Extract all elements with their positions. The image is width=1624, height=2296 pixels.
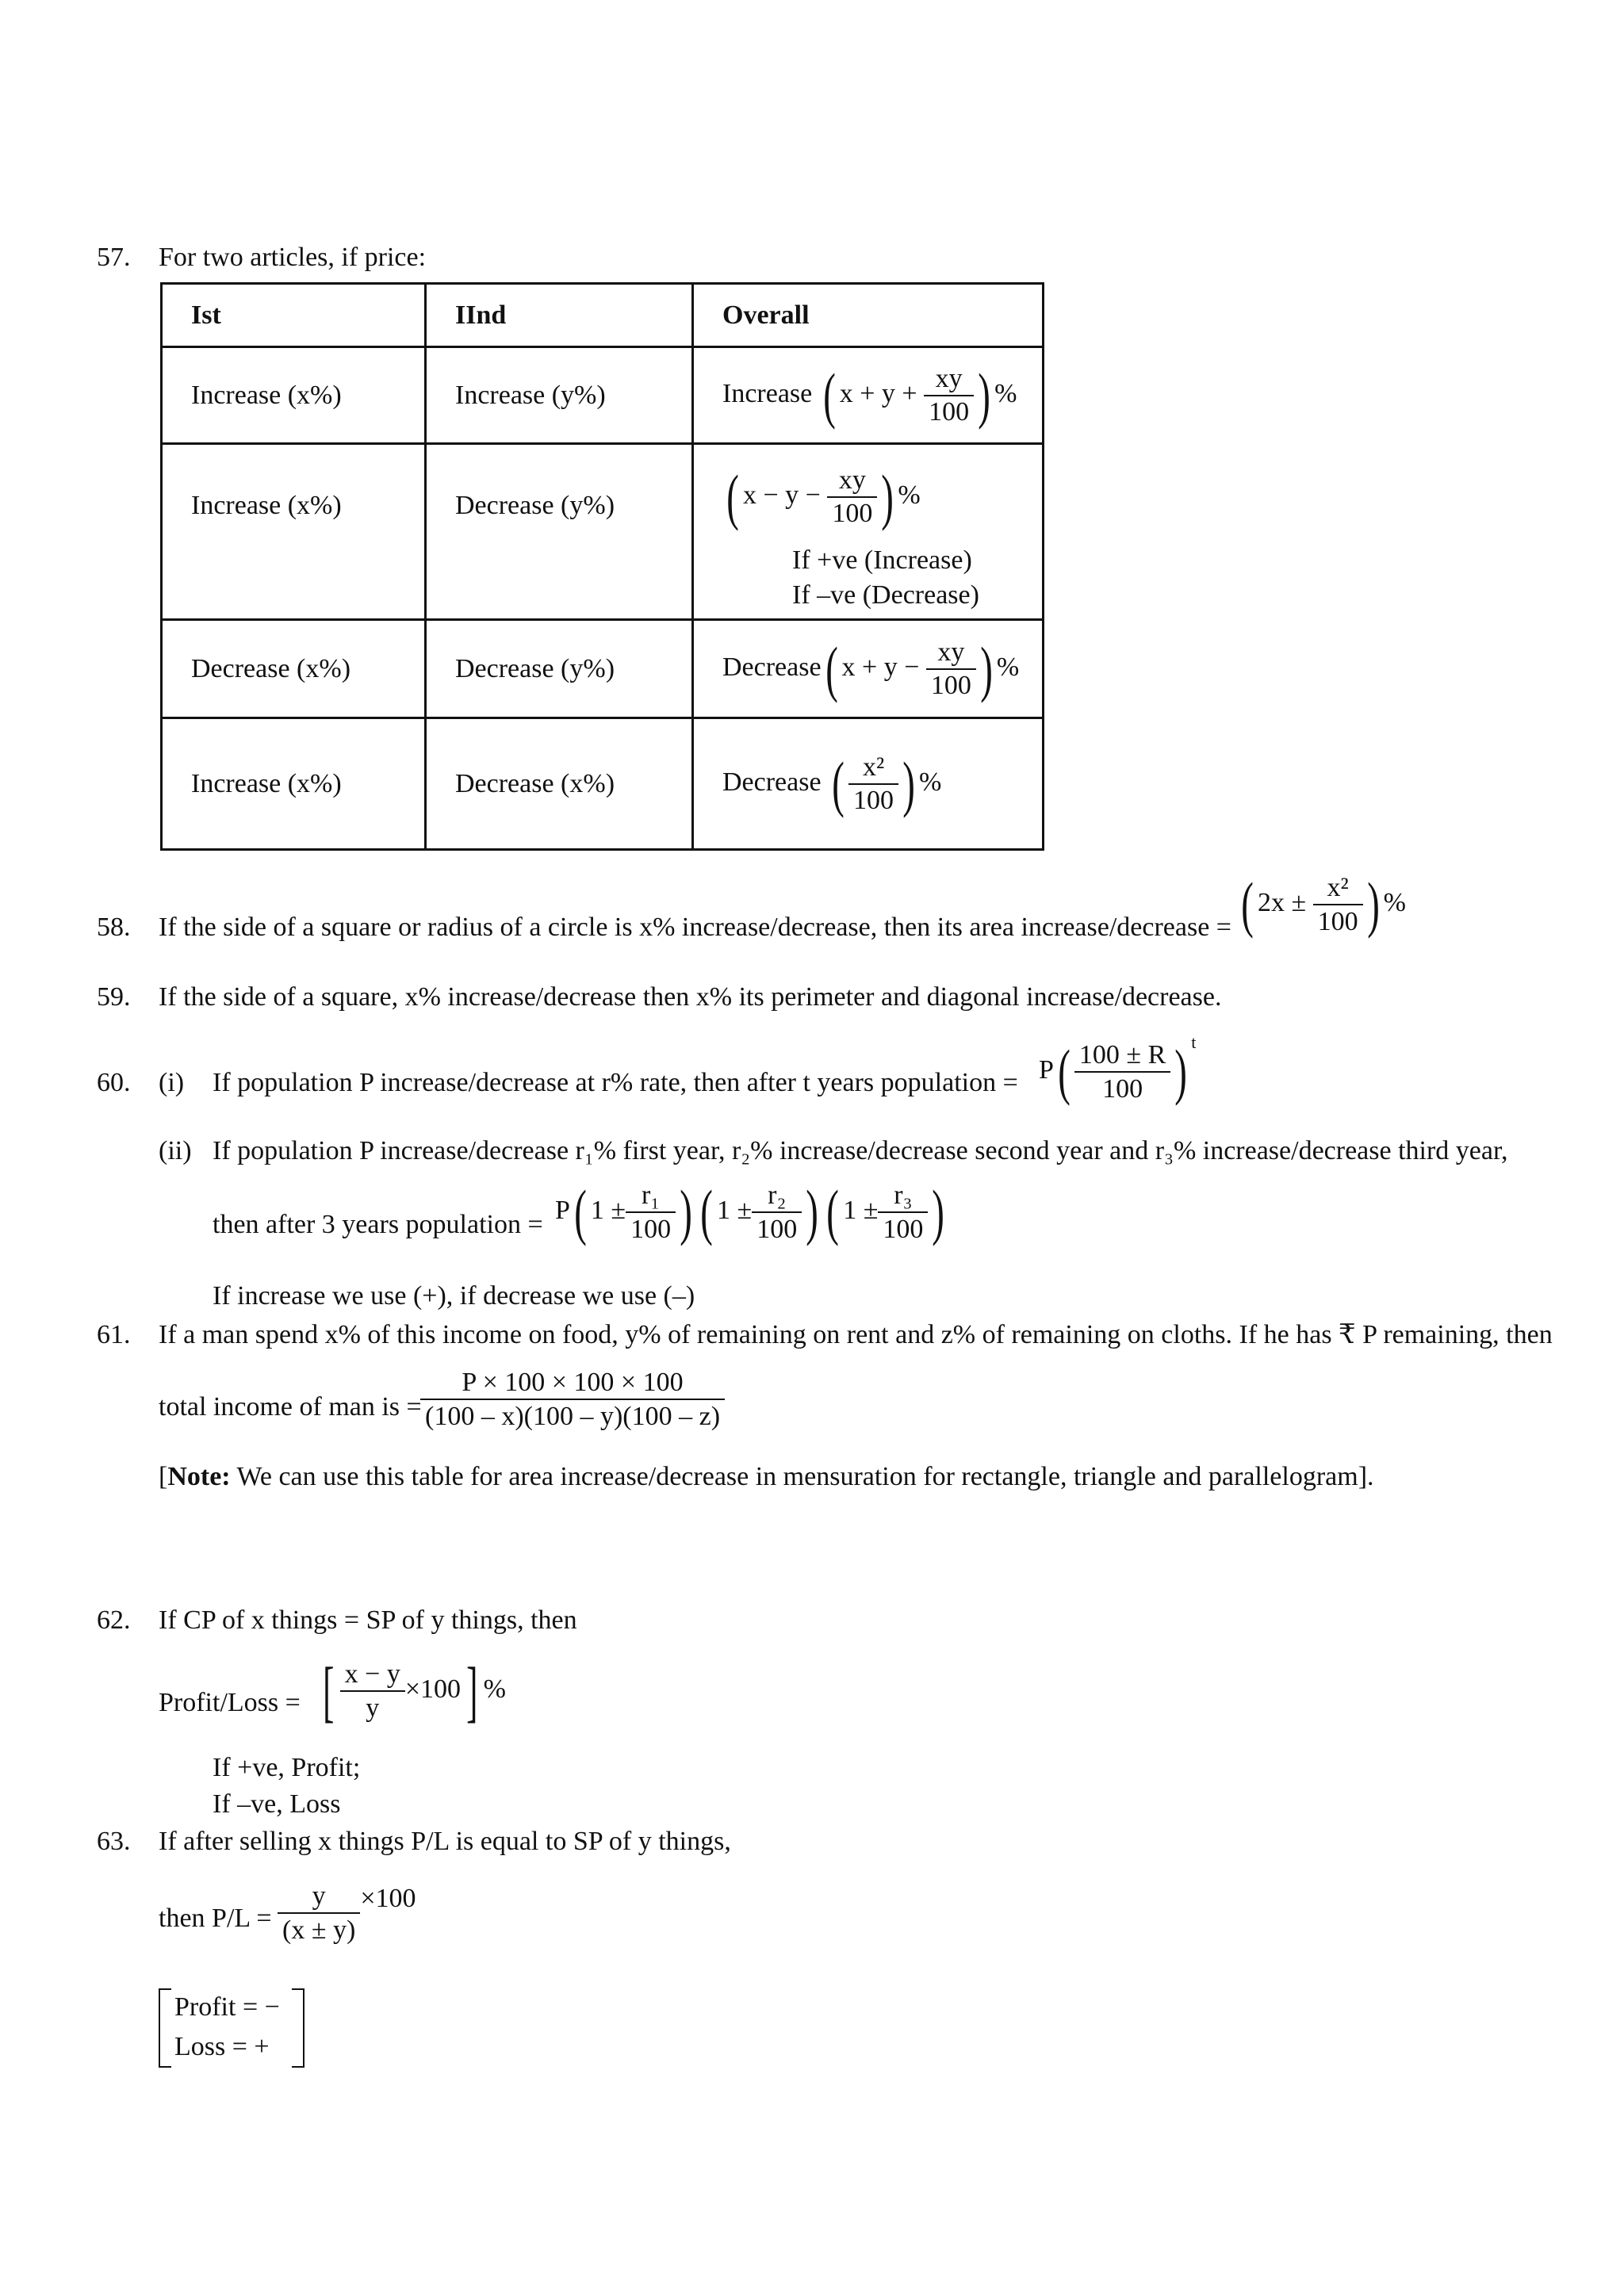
item-60-ii-label: (ii)	[159, 1136, 192, 1165]
percent-sign: %	[1383, 887, 1406, 917]
bracket-right: ]	[466, 1653, 478, 1729]
times-100: ×100	[360, 1883, 416, 1913]
overall-word: Decrease	[722, 767, 822, 797]
bracket-tick	[292, 1988, 303, 1990]
note-positive: If +ve (Increase)	[792, 545, 972, 575]
fraction-numerator: x − y	[340, 1659, 405, 1692]
paren-left: (	[574, 1177, 587, 1247]
cell-second: Decrease (x%)	[426, 718, 693, 850]
fraction	[340, 1659, 405, 1724]
fraction-denominator: (x ± y)	[282, 1915, 356, 1946]
item-62-formula	[317, 1653, 506, 1729]
note-bracket: [	[159, 1462, 168, 1491]
overall-expr: x − y −	[742, 480, 821, 510]
table-row	[162, 718, 1044, 850]
cell-overall	[693, 620, 1044, 718]
fraction-denominator: 100	[930, 670, 971, 700]
item-60-ii-then: then after 3 years population =	[213, 1210, 543, 1239]
fraction-denominator: 100	[832, 499, 873, 528]
percent-sign: %	[996, 652, 1020, 682]
fraction-denominator: 100	[853, 785, 894, 815]
paren-left: (	[1058, 1037, 1071, 1107]
fraction-denominator: y	[366, 1693, 380, 1723]
item-number-61: 61.	[97, 1320, 131, 1349]
paren-left: (	[822, 360, 836, 430]
cell-second: Decrease (y%)	[426, 620, 693, 718]
bracket-tick	[160, 2066, 171, 2068]
fraction	[626, 1180, 676, 1245]
paren-right: )	[881, 462, 894, 531]
paren-left: (	[700, 1177, 713, 1247]
paren-right: )	[932, 1177, 945, 1247]
paren-left: (	[1241, 870, 1254, 939]
item-60-ii-note: If increase we use (+), if decrease we use (–)	[213, 1281, 695, 1311]
paren-right: )	[806, 1177, 819, 1247]
fraction-denominator: 100	[1102, 1074, 1143, 1104]
paren-left: (	[826, 1177, 839, 1247]
cell-first: Decrease (x%)	[162, 620, 426, 718]
item-58-text: If the side of a square or radius of a circle is x% increase/decrease, then its area increase/decrease =	[159, 913, 1231, 942]
population-p: P	[555, 1195, 570, 1225]
overall-word: Decrease	[722, 652, 822, 682]
population-p: P	[1039, 1055, 1054, 1085]
cell-first: Increase (x%)	[162, 718, 426, 850]
cell-first: Increase (x%)	[162, 444, 426, 620]
fraction-numerator: r₁	[626, 1180, 676, 1213]
table-row	[162, 620, 1044, 718]
term-prefix: 1 ±	[590, 1195, 626, 1225]
times-100: ×100	[404, 1674, 462, 1704]
exponent: t	[1191, 1032, 1197, 1052]
item-60-ii-formula	[555, 1177, 948, 1247]
cell-overall	[693, 444, 1044, 620]
item-60-i-text: If population P increase/decrease at r% rate, then after t years population =	[213, 1068, 1018, 1097]
cell-second: Decrease (y%)	[426, 444, 693, 620]
percent-sign: %	[994, 378, 1017, 408]
fraction	[848, 752, 898, 816]
loss-rule: Loss = +	[174, 2032, 270, 2061]
paren-right: )	[980, 633, 993, 703]
fraction-numerator: 100 ± R	[1074, 1039, 1170, 1073]
fraction-numerator: xy	[827, 465, 877, 498]
item-63-formula	[278, 1881, 416, 1946]
cell-overall	[693, 347, 1044, 444]
fraction-numerator: y	[278, 1881, 360, 1914]
item-60-i-label: (i)	[159, 1068, 185, 1097]
item-62-note-loss: If –ve, Loss	[213, 1789, 341, 1819]
paren-left: (	[832, 748, 845, 818]
fraction-numerator: xy	[924, 364, 974, 396]
fraction-numerator: x²	[848, 752, 898, 785]
cell-first: Increase (x%)	[162, 347, 426, 444]
bracket-tick	[292, 2066, 303, 2068]
paren-right: )	[902, 748, 915, 818]
bracket-tick	[160, 1988, 171, 1990]
paren-right: )	[680, 1177, 692, 1247]
fraction	[420, 1367, 725, 1432]
item-62-label: Profit/Loss =	[159, 1688, 301, 1717]
fraction-numerator: r₂	[752, 1180, 802, 1213]
table-row	[162, 444, 1044, 620]
note-negative: If –ve (Decrease)	[792, 580, 979, 610]
fraction-denominator: 100	[756, 1215, 798, 1245]
item-61-formula	[420, 1367, 725, 1432]
item-61-note	[159, 1461, 1374, 1492]
term-prefix: 1 ±	[843, 1195, 879, 1225]
fraction-denominator: 100	[883, 1215, 924, 1245]
item-number-59: 59.	[97, 982, 131, 1012]
header-first: Ist	[162, 284, 426, 347]
item-61-text: If a man spend x% of this income on food, y% of remaining on rent and z% of remaining on cloths. If he has ₹ P remaining, then	[159, 1320, 1553, 1349]
fraction-numerator: r₃	[878, 1180, 928, 1213]
fraction-numerator: P × 100 × 100 × 100	[420, 1367, 725, 1400]
paren-right: )	[978, 360, 990, 430]
item-number-58: 58.	[97, 913, 131, 942]
cell-overall	[693, 718, 1044, 850]
cell-second: Increase (y%)	[426, 347, 693, 444]
profit-rule: Profit = −	[174, 1992, 280, 2022]
percent-sign: %	[483, 1674, 506, 1704]
fraction-numerator: x²	[1313, 872, 1363, 905]
note-text: We can use this table for area increase/decrease in mensuration for rectangle, triangle and parallelogram].	[230, 1462, 1374, 1491]
item-number-63: 63.	[97, 1827, 131, 1856]
item-61-label: total income of man is =	[159, 1392, 422, 1422]
sign-note	[722, 543, 1042, 613]
term-prefix: 1 ±	[717, 1195, 753, 1225]
percent-sign: %	[898, 480, 921, 510]
paren-right: )	[1174, 1037, 1188, 1107]
fraction-denominator: (100 – x)(100 – y)(100 – z)	[425, 1402, 721, 1432]
item-59-text: If the side of a square, x% increase/decrease then x% its perimeter and diagonal increase/decrease.	[159, 982, 1222, 1012]
header-overall: Overall	[693, 284, 1044, 347]
note-label: Note:	[167, 1462, 231, 1491]
item-57-intro: For two articles, if price:	[159, 243, 427, 272]
fraction-denominator: 100	[929, 396, 970, 427]
item-number-60: 60.	[97, 1068, 131, 1097]
item-60-ii-text: If population P increase/decrease r₁% first year, r₂% increase/decrease second year and r₃% increase/decrease third year,	[213, 1136, 1508, 1165]
overall-word: Increase	[722, 378, 813, 408]
item-63-text: If after selling x things P/L is equal to SP of y things,	[159, 1827, 731, 1856]
item-62-text: If CP of x things = SP of y things, then	[159, 1605, 577, 1635]
item-58-formula	[1237, 872, 1406, 937]
overall-expr: x + y −	[841, 652, 920, 682]
fraction-numerator: xy	[926, 637, 976, 670]
fraction	[827, 465, 877, 529]
paren-right: )	[1366, 870, 1380, 939]
percent-sign: %	[919, 767, 942, 797]
item-62-note-profit: If +ve, Profit;	[213, 1753, 361, 1782]
table-row	[162, 347, 1044, 444]
fraction-denominator: 100	[630, 1215, 672, 1245]
item-60-i-formula	[1039, 1032, 1197, 1107]
item-number-62: 62.	[97, 1605, 131, 1635]
paren-left: (	[825, 633, 838, 703]
fraction	[1313, 872, 1363, 937]
fraction	[1074, 1039, 1170, 1104]
fraction	[752, 1180, 802, 1245]
fraction-denominator: 100	[1317, 907, 1358, 937]
fraction	[924, 364, 974, 427]
bracket-left: [	[323, 1653, 335, 1729]
item-number-57: 57.	[97, 243, 131, 272]
fraction	[926, 637, 976, 701]
price-change-table	[160, 282, 1044, 851]
formula-expr: 2x ±	[1257, 887, 1307, 917]
sign-rule-box	[159, 1988, 304, 2068]
header-second: IInd	[426, 284, 693, 347]
overall-expr: x + y +	[839, 378, 917, 408]
fraction	[278, 1881, 360, 1946]
fraction	[878, 1180, 928, 1245]
item-63-label: then P/L =	[159, 1904, 272, 1933]
paren-left: (	[726, 462, 739, 531]
